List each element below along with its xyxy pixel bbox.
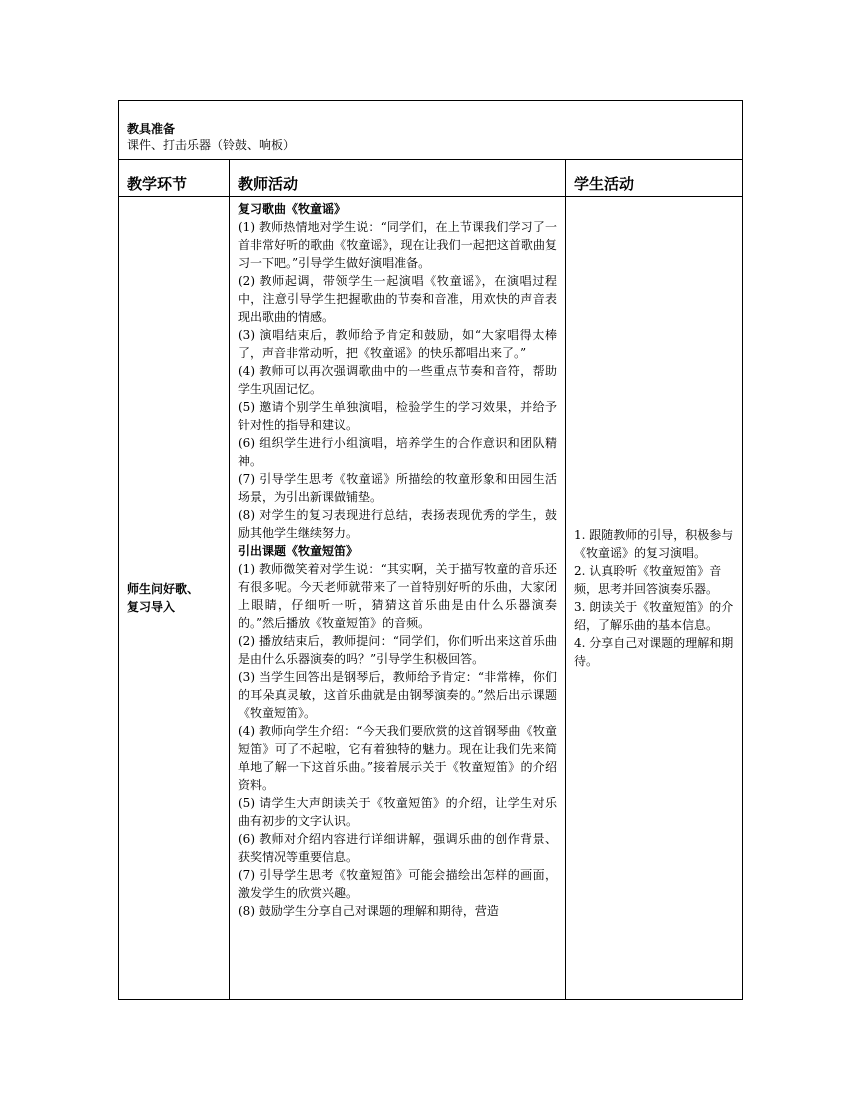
review-item: (5) 邀请个别学生单独演唱，检验学生的学习效果，并给予针对性的指导和建议。 (238, 400, 557, 432)
stage-cell (119, 197, 230, 1000)
header-stage-cell (119, 160, 230, 197)
student-item: 4. 分享自己对课题的理解和期待。 (574, 636, 734, 668)
intro-item: (4) 教师向学生介绍：“今天我们要欣赏的这首钢琴曲《牧童短笛》可了不起啦，它有着独特的魅力。现在让我们先来简单地了解一下这首乐曲。”接着展示关于《牧童短笛》的介绍资料。 (238, 724, 557, 792)
student-item: 2. 认真聆听《牧童短笛》音频，思考并回答演奏乐器。 (574, 564, 722, 596)
student-item: 1. 跟随教师的引导，积极参与《牧童谣》的复习演唱。 (574, 528, 734, 560)
prep-content: 课件、打击乐器（铃鼓、响板） (127, 138, 296, 152)
intro-item: (1) 教师微笑着对学生说：“其实啊，关于描写牧童的音乐还有很多呢。今天老师就带来了一首特别好听的乐曲，大家闭上眼睛，仔细听一听，猜猜这首乐曲是由什么乐器演奏的。”然后播放《牧童短笛》的音频。 (238, 562, 557, 630)
intro-item: (7) 引导学生思考《牧童短笛》可能会描绘出怎样的画面，激发学生的欣赏兴趣。 (238, 868, 557, 900)
prep-cell (119, 101, 743, 160)
intro-item: (6) 教师对介绍内容进行详细讲解，强调乐曲的创作背景、获奖情况等重要信息。 (238, 832, 557, 864)
intro-item: (8) 鼓励学生分享自己对课题的理解和期待，营造 (238, 904, 499, 918)
header-stage: 教学环节 (127, 175, 188, 193)
lesson-plan-table (118, 100, 743, 1000)
intro-item: (5) 请学生大声朗读关于《牧童短笛》的介绍，让学生对乐曲有初步的文字认识。 (238, 796, 557, 828)
prep-title: 教具准备 (127, 122, 176, 136)
student-activity-cell (566, 197, 743, 1000)
review-item: (8) 对学生的复习表现进行总结，表扬表现优秀的学生，鼓励其他学生继续努力。 (238, 508, 557, 540)
header-student-cell (566, 160, 743, 197)
review-item: (3) 演唱结束后，教师给予肯定和鼓励，如“大家唱得太棒了，声音非常动听，把《牧童谣》的快乐都唱出来了。” (238, 328, 557, 360)
intro-item: (2) 播放结束后，教师提问：“同学们，你们听出来这首乐曲是由什么乐器演奏的吗？”引导学生积极回答。 (238, 634, 557, 666)
review-item: (6) 组织学生进行小组演唱，培养学生的合作意识和团队精神。 (238, 436, 557, 468)
intro-item: (3) 当学生回答出是钢琴后，教师给予肯定：“非常棒，你们的耳朵真灵敏，这首乐曲就是由钢琴演奏的。”然后出示课题《牧童短笛》。 (238, 670, 557, 720)
review-section-title: 复习歌曲《牧童谣》 (238, 202, 347, 216)
prep-row (119, 101, 743, 160)
header-teacher-cell (230, 160, 566, 197)
teacher-activity-cell (230, 197, 566, 1000)
header-student: 学生活动 (574, 175, 635, 193)
intro-section-title: 引出课题《牧童短笛》 (238, 544, 359, 558)
review-item: (1) 教师热情地对学生说：“同学们，在上节课我们学习了一首非常好听的歌曲《牧童谣》，现在让我们一起把这首歌曲复习一下吧。”引导学生做好演唱准备。 (238, 220, 557, 270)
review-item: (7) 引导学生思考《牧童谣》所描绘的牧童形象和田园生活场景，为引出新课做铺垫。 (238, 472, 557, 504)
header-row (119, 160, 743, 197)
header-teacher: 教师活动 (238, 175, 299, 193)
body-row (119, 197, 743, 1000)
stage-label-line: 复习导入 (127, 600, 176, 614)
student-item: 3. 朗读关于《牧童短笛》的介绍，了解乐曲的基本信息。 (574, 600, 734, 632)
review-item: (4) 教师可以再次强调歌曲中的一些重点节奏和音符，帮助学生巩固记忆。 (238, 364, 557, 396)
stage-label-line: 师生问好歌、 (127, 582, 200, 596)
review-item: (2) 教师起调，带领学生一起演唱《牧童谣》，在演唱过程中，注意引导学生把握歌曲的节奏和音准，用欢快的声音表现出歌曲的情感。 (238, 274, 557, 324)
